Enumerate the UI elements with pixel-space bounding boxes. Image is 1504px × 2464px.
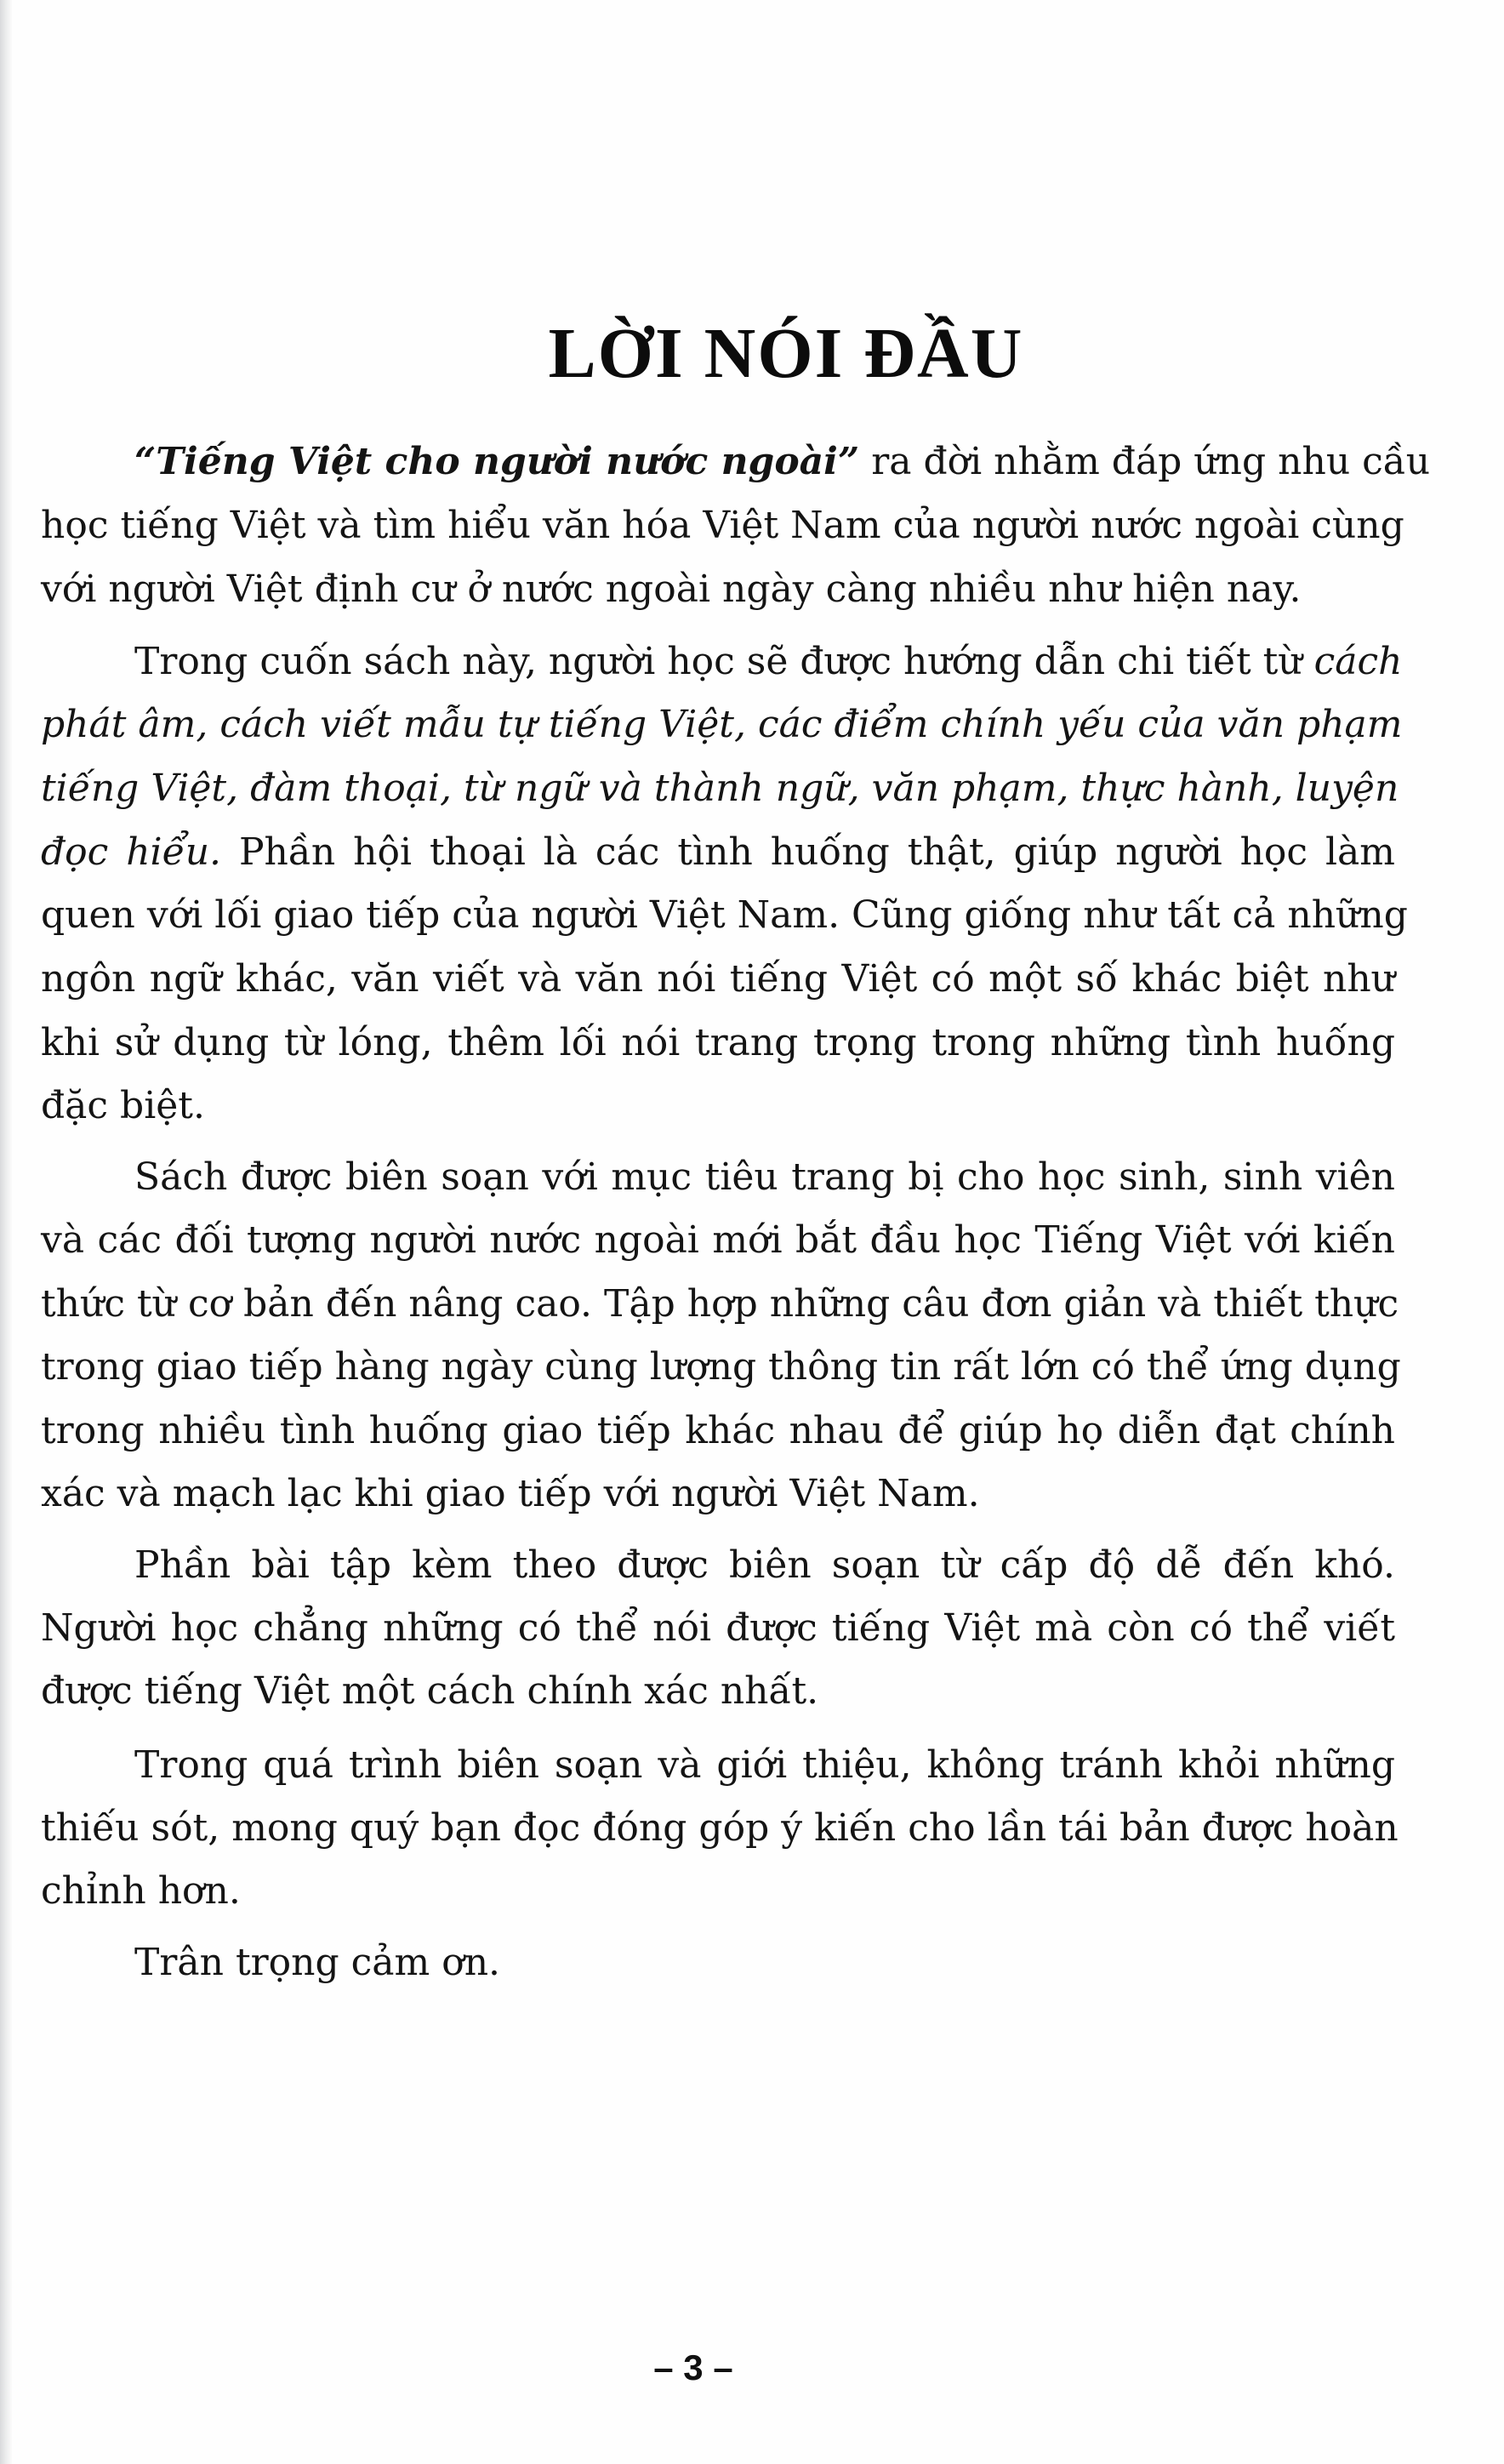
text-line [41,1012,1395,1075]
text-segment: chỉnh hơn. [41,1869,241,1913]
text-segment: Phần hội thoại là các tình huống thật, giúp người học làm [221,830,1395,874]
text-line [41,1597,1395,1660]
text-segment: Sách được biên soạn với mục tiêu trang bị cho học sinh, sinh viên [134,1155,1395,1199]
text-segment: đặc biệt. [41,1084,205,1127]
text-line [41,1075,1395,1138]
text-segment-italic: đọc hiểu. [41,830,222,874]
text-segment: Trong cuốn sách này, người học sẽ được hướng dẫn chi tiết từ [134,640,1314,683]
text-segment: Phần bài tập kèm theo được biên soạn từ cấp độ dễ đến khó. [134,1543,1395,1587]
text-segment: xác và mạch lạc khi giao tiếp với người Việt Nam. [41,1472,980,1515]
text-line [41,884,1408,947]
text-line [41,1400,1395,1463]
text-segment: thiếu sót, mong quý bạn đọc đóng góp ý kiến cho lần tái bản được hoàn [41,1806,1399,1850]
page-number: – 3 – [653,2347,733,2387]
text-line [41,1660,1395,1723]
text-segment: học tiếng Việt và tìm hiểu văn hóa Việt Nam của người nước ngoài cùng [41,504,1404,547]
text-segment: Trong quá trình biên soạn và giới thiệu, không tránh khỏi những [134,1743,1395,1787]
text-segment: với người Việt định cư ở nước ngoài ngày càng nhiều như hiện nay. [41,568,1302,611]
text-line [41,494,1404,557]
text-line [134,630,1403,693]
text-line [41,821,1395,884]
text-segment: Người học chẳng những có thể nói được tiếng Việt mà còn có thể viết [41,1606,1395,1650]
text-line [41,1463,1395,1526]
text-segment: được tiếng Việt một cách chính xác nhất. [41,1669,819,1713]
text-segment: ngôn ngữ khác, văn viết và văn nói tiếng Việt có một số khác biệt như [41,957,1395,1001]
text-segment: ra đời nhằm đáp ứng nhu cầu [859,440,1431,483]
text-segment: và các đối tượng người nước ngoài mới bắt đầu học Tiếng Việt với kiến [41,1218,1395,1262]
text-segment: khi sử dụng từ lóng, thêm lối nói trang trọng trong những tình huống [41,1021,1395,1064]
text-segment: trong nhiều tình huống giao tiếp khác nhau để giúp họ diễn đạt chính [41,1409,1395,1452]
text-segment-italic: phát âm, cách viết mẫu tự tiếng Việt, các điểm chính yếu của văn phạm [41,703,1403,746]
page-title: LỜI NÓI ĐẦU [548,314,1024,394]
text-segment: trong giao tiếp hàng ngày cùng lượng thông tin rất lớn có thể ứng dụng [41,1345,1401,1389]
text-line [134,1146,1395,1209]
text-segment-italic: tiếng Việt, đàm thoại, từ ngữ và thành ngữ, văn phạm, thực hành, luyện [41,767,1399,810]
text-line [41,1336,1401,1399]
text-line [41,1273,1399,1336]
text-segment: quen với lối giao tiếp của người Việt Nam. Cũng giống như tất cả những [41,893,1408,937]
text-line [134,1734,1395,1797]
text-line [41,693,1403,756]
text-line [134,1534,1395,1597]
text-line [41,948,1395,1011]
text-line [41,1209,1395,1272]
closing-text: Trân trọng cảm ơn. [134,1941,501,1984]
book-title-quote: “Tiếng Việt cho người nước ngoài” [134,440,860,483]
text-line [134,1931,1395,1994]
text-line [134,431,1431,493]
text-line [41,558,1395,621]
text-line [41,757,1399,820]
text-segment: thức từ cơ bản đến nâng cao. Tập hợp những câu đơn giản và thiết thực [41,1282,1399,1326]
text-line [41,1860,1395,1923]
text-line [41,1797,1399,1860]
text-segment-italic: cách [1313,640,1403,683]
